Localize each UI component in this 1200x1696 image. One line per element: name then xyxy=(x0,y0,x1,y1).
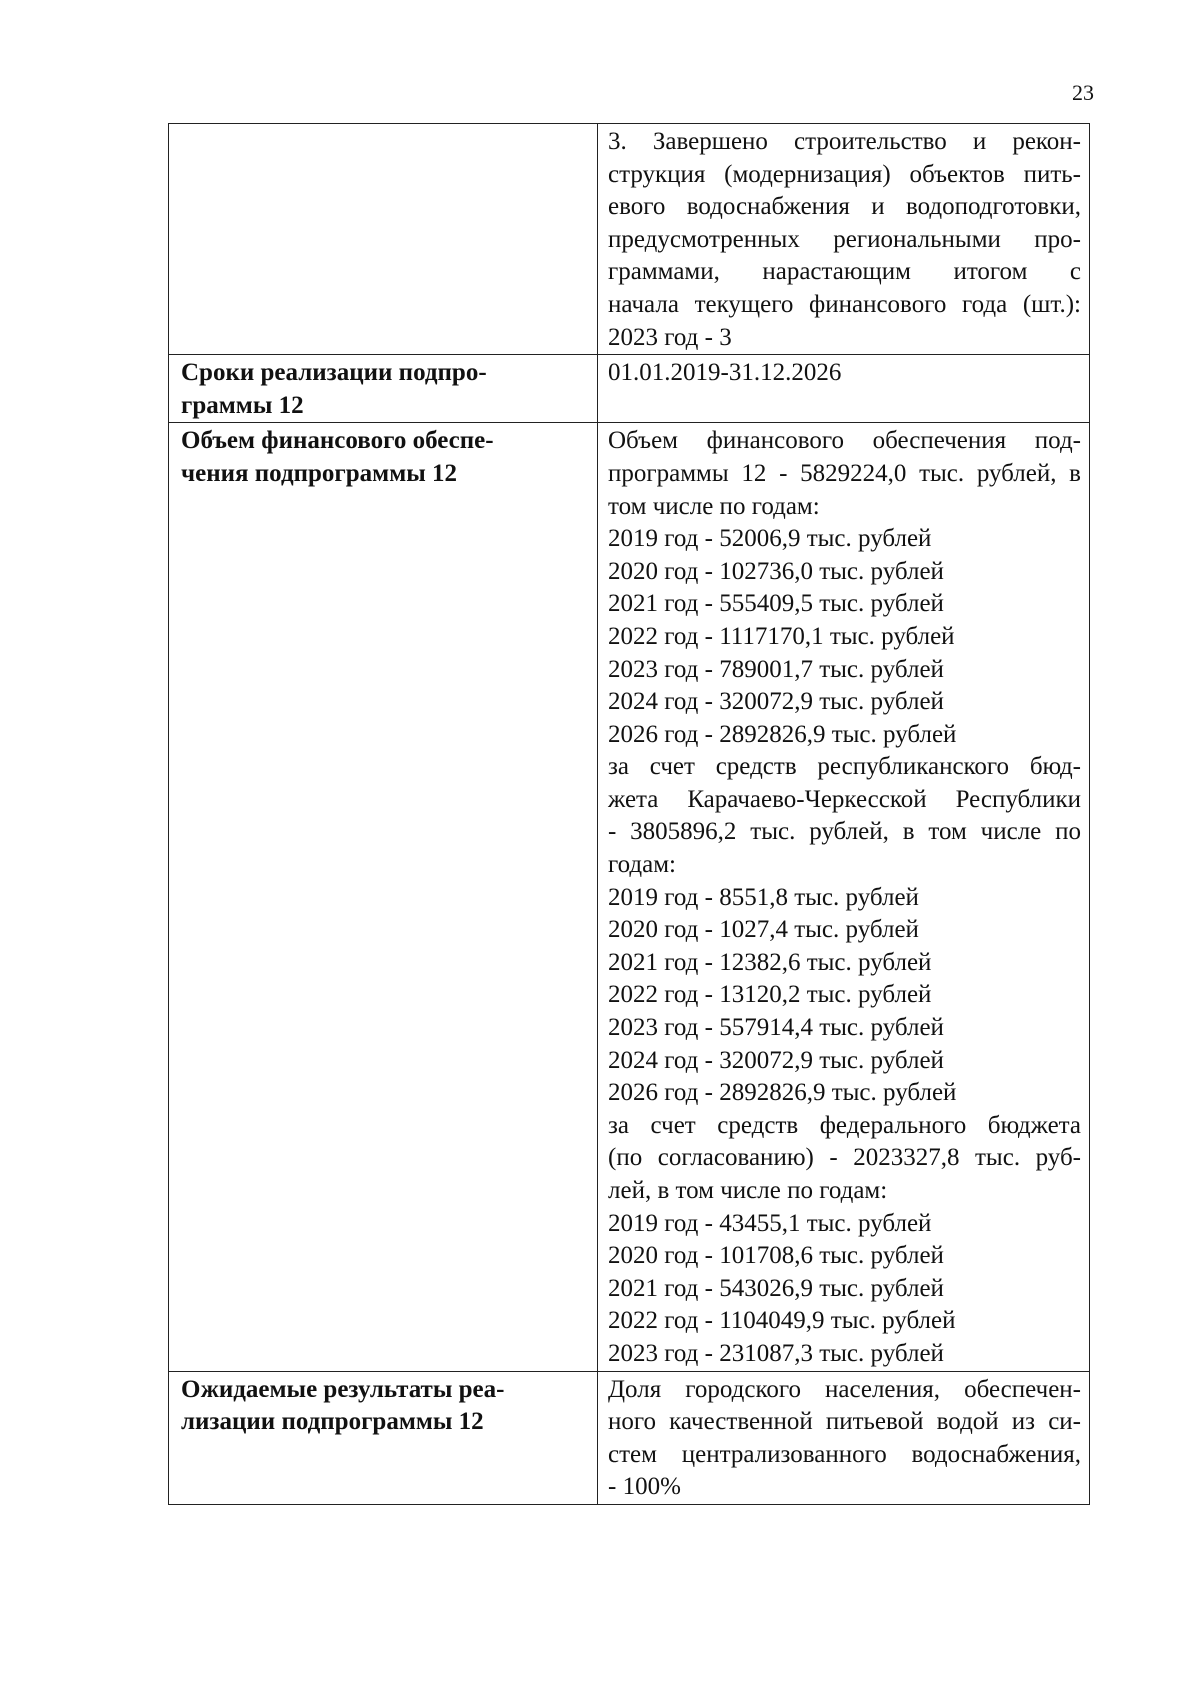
row-value-line: 01.01.2019-31.12.2026 xyxy=(608,359,842,387)
row-value-line: - 100% xyxy=(608,1473,681,1501)
row-value-line: - 3805896,2 тыс. рублей, в том числе по xyxy=(608,818,1081,846)
row-value-line: ного качественной питьевой водой из си- xyxy=(608,1408,1081,1436)
row-value-line: 2019 год - 43455,1 тыс. рублей xyxy=(608,1209,932,1237)
row-value-line: годам: xyxy=(608,851,676,879)
row-label-line: Объем финансового обеспе- xyxy=(181,427,494,455)
row-value-line: 2021 год - 555409,5 тыс. рублей xyxy=(608,590,944,618)
row-value-line: 2019 год - 8551,8 тыс. рублей xyxy=(608,883,919,911)
row-value-line: 2020 год - 101708,6 тыс. рублей xyxy=(608,1242,944,1270)
row-value-line: предусмотренных региональными про- xyxy=(608,225,1081,253)
row-label-cell xyxy=(169,355,598,423)
row-value-line: за счет средств республиканского бюд- xyxy=(608,753,1081,781)
row-value-line: 2023 год - 3 xyxy=(608,323,732,351)
table-row xyxy=(169,1371,1090,1504)
row-value-cell xyxy=(598,355,1090,423)
row-label-line: Сроки реализации подпро- xyxy=(181,359,487,387)
row-value-line: за счет средств федерального бюджета xyxy=(608,1111,1081,1139)
row-value-line: евого водоснабжения и водоподготовки, xyxy=(608,193,1081,221)
row-value-line: 2021 год - 543026,9 тыс. рублей xyxy=(608,1274,944,1302)
row-value-line: струкция (модернизация) объектов пить- xyxy=(608,160,1081,188)
row-label-line: лизации подпрограммы 12 xyxy=(181,1408,484,1436)
row-value-line: 2024 год - 320072,9 тыс. рублей xyxy=(608,688,944,716)
row-value-cell xyxy=(598,423,1090,1371)
row-label-line: чения подпрограммы 12 xyxy=(181,459,458,487)
row-value-line: 2023 год - 789001,7 тыс. рублей xyxy=(608,655,944,683)
table-row xyxy=(169,355,1090,423)
row-value-line: 2020 год - 1027,4 тыс. рублей xyxy=(608,916,919,944)
row-value-line: 2020 год - 102736,0 тыс. рублей xyxy=(608,557,944,585)
row-value-line: Доля городского населения, обеспечен- xyxy=(608,1375,1081,1403)
row-label-cell xyxy=(169,423,598,1371)
row-value-line: программы 12 - 5829224,0 тыс. рублей, в xyxy=(608,459,1081,487)
row-value-line: 2023 год - 557914,4 тыс. рублей xyxy=(608,1014,944,1042)
row-value-line: Объем финансового обеспечения под- xyxy=(608,427,1081,455)
row-value-line: граммами, нарастающим итогом с xyxy=(608,258,1081,286)
row-value-line: жета Карачаево-Черкесской Республики xyxy=(608,785,1081,813)
row-value-line: 2022 год - 1104049,9 тыс. рублей xyxy=(608,1307,956,1335)
row-value-line: 2026 год - 2892826,9 тыс. рублей xyxy=(608,1079,957,1107)
row-label-line: Ожидаемые результаты реа- xyxy=(181,1375,505,1403)
row-value-line: начала текущего финансового года (шт.): xyxy=(608,290,1081,318)
row-label-cell xyxy=(169,1371,598,1504)
page-number: 23 xyxy=(1072,80,1094,105)
row-value-line: 2023 год - 231087,3 тыс. рублей xyxy=(608,1339,944,1367)
row-value-line: том числе по годам: xyxy=(608,492,820,520)
row-value-line: 2021 год - 12382,6 тыс. рублей xyxy=(608,948,932,976)
table-row xyxy=(169,124,1090,355)
row-value-cell xyxy=(598,124,1090,355)
row-value-line: 2026 год - 2892826,9 тыс. рублей xyxy=(608,720,957,748)
row-value-line: 2019 год - 52006,9 тыс. рублей xyxy=(608,525,932,553)
row-value-cell xyxy=(598,1371,1090,1504)
row-value-line: лей, в том числе по годам: xyxy=(608,1177,888,1204)
row-label-cell xyxy=(169,124,598,355)
row-value-line: (по согласованию) - 2023327,8 тыс. руб- xyxy=(608,1144,1081,1172)
row-value-line: 2024 год - 320072,9 тыс. рублей xyxy=(608,1046,944,1074)
row-value-line: 3. Завершено строительство и рекон- xyxy=(608,128,1081,155)
row-label-line: граммы 12 xyxy=(181,391,304,419)
row-value-line: 2022 год - 1117170,1 тыс. рублей xyxy=(608,622,955,650)
subprogram-passport-table xyxy=(168,123,1090,1505)
table-row xyxy=(169,423,1090,1371)
row-value-line: стем централизованного водоснабжения, xyxy=(608,1440,1081,1468)
row-value-line: 2022 год - 13120,2 тыс. рублей xyxy=(608,981,932,1009)
